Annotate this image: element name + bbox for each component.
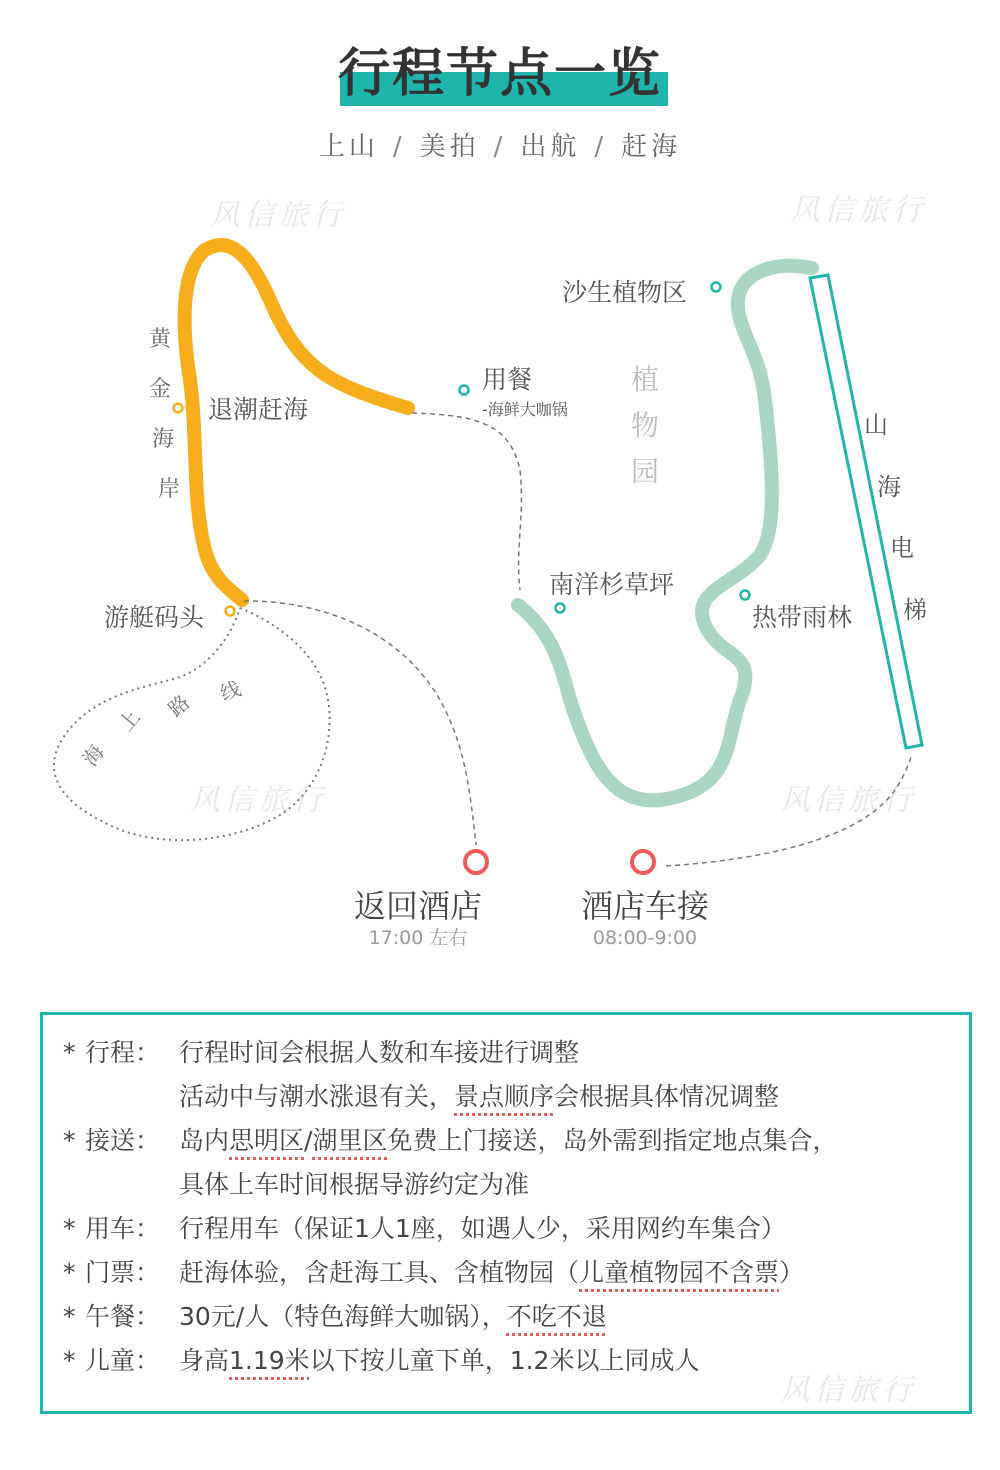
note-key: 门票：: [85, 1258, 161, 1287]
elevator-char: 海: [877, 473, 901, 501]
golden-coast-char: 黄: [148, 327, 171, 352]
note-emphasis: 湖里区: [312, 1126, 388, 1155]
note-text: 活动中与潮水涨退有关，: [179, 1082, 455, 1111]
note-line: [179, 1163, 529, 1207]
watermark: 风信旅行: [780, 783, 916, 818]
sea-route-loop: [54, 608, 330, 840]
botanic-garden-label: [628, 357, 662, 495]
note-text: 行程时间会根据人数和车接进行调整: [179, 1038, 580, 1067]
botanic-garden-char: 植: [630, 363, 659, 396]
watermark: 风信旅行: [780, 1373, 916, 1408]
yacht-dock-label: 游艇码头: [104, 603, 205, 632]
lawn-label: 南洋杉草坪: [549, 570, 675, 599]
hotel-pickup-marker: [632, 851, 654, 873]
note-emphasis: 思明区: [229, 1126, 305, 1155]
note-row: * 行程： 行程时间会根据人数和车接进行调整: [63, 1031, 579, 1075]
note-emphasis: 儿童植物园不含票: [579, 1258, 780, 1287]
lunch-dot: [460, 386, 469, 395]
golden-coast-char: 海: [152, 427, 175, 452]
note-text: 以下按儿童下单，1.2米以上同成人: [309, 1346, 700, 1375]
sea-route-char: 线: [217, 676, 245, 706]
sea-route-char: 海: [77, 740, 109, 771]
tag-2: 美拍: [419, 132, 480, 162]
sea-route-char: 路: [163, 690, 195, 722]
note-row: * 午餐： 30元/人（特色海鲜大咖锅），不吃不退: [63, 1295, 607, 1339]
green-route: [518, 266, 812, 801]
hotel-return-marker: [465, 851, 487, 873]
note-text: /: [304, 1126, 313, 1155]
note-key: 接送：: [85, 1126, 161, 1155]
elevator-char: 电: [890, 534, 914, 562]
note-emphasis: 不吃不退: [506, 1302, 607, 1331]
note-row: * 门票： 赶海体验，含赶海工具、含植物园（儿童植物园不含票）: [63, 1251, 804, 1295]
hotel-pickup-time: 08:00-9:00: [592, 927, 698, 949]
watermark: 风信旅行: [790, 193, 926, 228]
desert-plants-dot: [712, 283, 721, 292]
note-key: 午餐：: [85, 1302, 161, 1331]
note-emphasis: 景点顺序: [454, 1082, 555, 1111]
tag-4: 赶海: [621, 132, 682, 162]
golden-coast-char: 岸: [158, 477, 181, 502]
note-line: [179, 1207, 786, 1251]
desert-plants-label: 沙生植物区: [562, 278, 688, 307]
note-line: [179, 1119, 838, 1163]
rainforest-label: 热带雨林: [752, 603, 853, 632]
note-text: 免费上门接送，岛外需到指定地点集合，: [387, 1126, 838, 1155]
note-row: * 接送： 岛内思明区/湖里区免费上门接送，岛外需到指定地点集合，: [63, 1119, 838, 1163]
lunch-note: -海鲜大咖锅: [482, 400, 568, 419]
watermark: 风信旅行: [190, 783, 326, 818]
note-line: [179, 1075, 779, 1119]
elevator-track: [810, 275, 922, 748]
note-text: 岛内: [179, 1126, 230, 1155]
botanic-garden-char: 园: [630, 455, 659, 488]
note-line: [179, 1339, 699, 1383]
rainforest-dot: [741, 591, 750, 600]
tag-separator: /: [392, 132, 406, 162]
yacht-dock-dot: [226, 607, 235, 616]
golden-coast-char: 金: [148, 377, 171, 402]
tag-separator: /: [594, 132, 608, 162]
note-key: 行程：: [85, 1038, 161, 1067]
elevator-char: 山: [864, 411, 888, 439]
note-key: 用车：: [85, 1214, 161, 1243]
connector-lunch: [412, 413, 521, 590]
note-text: 赶海体验，含赶海工具、含植物园（: [179, 1258, 580, 1287]
golden-coast-label: [146, 315, 181, 515]
watermark: 风信旅行: [210, 198, 346, 233]
note-row: * 用车： 行程用车（保证1人1座，如遇人少，采用网约车集合）: [63, 1207, 786, 1251]
golden-coast-dot: [174, 404, 183, 413]
elevator-char: 梯: [903, 596, 927, 624]
tag-1: 上山: [318, 132, 379, 162]
tide-sea-label: 退潮赶海: [208, 395, 309, 424]
note-text: ）: [779, 1258, 805, 1287]
hotel-return: [318, 886, 518, 950]
sea-route-char: 上: [113, 705, 145, 736]
tag-3: 出航: [520, 132, 581, 162]
note-text: 行程用车（保证1人1座，如遇人少，采用网约车集合）: [179, 1214, 786, 1243]
note-line: [179, 1031, 579, 1075]
lunch-label: 用餐: [482, 365, 533, 394]
note-text: 会根据具体情况调整: [554, 1082, 780, 1111]
hotel-pickup-name: 酒店车接: [580, 887, 709, 925]
note-text: 身高: [179, 1346, 230, 1375]
notes-box: [40, 1012, 972, 1414]
botanic-garden-char: 物: [630, 409, 659, 442]
connector-pickup: [666, 755, 912, 866]
note-emphasis: 1.19米: [229, 1346, 310, 1375]
hotel-return-name: 返回酒店: [353, 887, 482, 925]
note-line: [179, 1251, 804, 1295]
page-title: 行程节点一览: [337, 44, 662, 104]
hotel-return-time: 17:00 左右: [368, 927, 468, 949]
note-line: [179, 1295, 607, 1339]
connector-return: [244, 601, 476, 845]
note-key: 儿童：: [85, 1346, 161, 1375]
note-row: * 儿童： 身高1.19米以下按儿童下单，1.2米以上同成人: [63, 1339, 699, 1383]
tag-separator: /: [493, 132, 507, 162]
note-text: 具体上车时间根据导游约定为准: [179, 1170, 530, 1199]
note-text: 30元/人（特色海鲜大咖锅），: [179, 1302, 507, 1331]
lawn-dot: [556, 604, 565, 613]
hotel-pickup: [545, 886, 745, 950]
